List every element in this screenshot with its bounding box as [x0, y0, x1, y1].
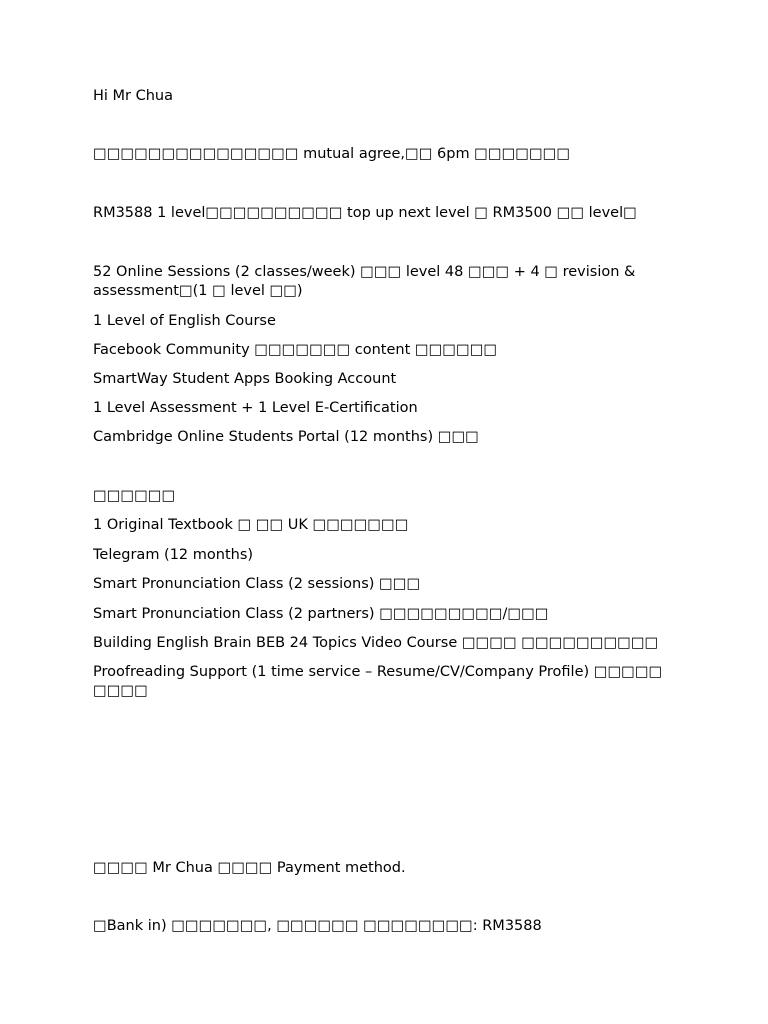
package-item: 1 Level Assessment + 1 Level E-Certification [93, 400, 418, 416]
package-item: SmartWay Student Apps Booking Account [93, 371, 397, 387]
package-item: Cambridge Online Students Portal (12 months) □□□ [93, 429, 479, 445]
bonus-item: 1 Original Textbook □ □□ UK □□□□□□□ [93, 517, 409, 533]
sessions-paragraph: 52 Online Sessions (2 classes/week) □□□ level 48 □□□ + 4 □ revision & assessment□(1 □ level □□) [93, 264, 636, 299]
package-item: Facebook Community □□□□□□□ content □□□□□□ [93, 342, 498, 358]
payment-intro: □□□□ Mr Chua □□□□ Payment method. [93, 860, 406, 876]
greeting: Hi Mr Chua [93, 88, 174, 104]
intro-paragraph: □□□□□□□□□□□□□□□ mutual agree,□□ 6pm □□□□□□□ [93, 146, 571, 162]
bonus-item: Building English Brain BEB 24 Topics Video Course □□□□ □□□□□□□□□□ [93, 635, 659, 651]
price-paragraph: RM3588 1 level□□□□□□□□□□ top up next level □ RM3500 □□ level□ [93, 205, 637, 221]
bonus-item: Smart Pronunciation Class (2 sessions) □□□ [93, 576, 421, 592]
bonus-heading: □□□□□□ [93, 488, 176, 504]
package-item: 1 Level of English Course [93, 313, 276, 329]
payment-line: □Bank in) □□□□□□□, □□□□□□ □□□□□□□□: RM3588 [93, 918, 542, 934]
bonus-item: Smart Pronunciation Class (2 partners) □□□□□□□□□/□□□ [93, 606, 549, 622]
bonus-item: Telegram (12 months) [93, 547, 254, 563]
bonus-item: Proofreading Support (1 time service – Resume/CV/Company Profile) □□□□□ □□□□ [93, 664, 663, 699]
